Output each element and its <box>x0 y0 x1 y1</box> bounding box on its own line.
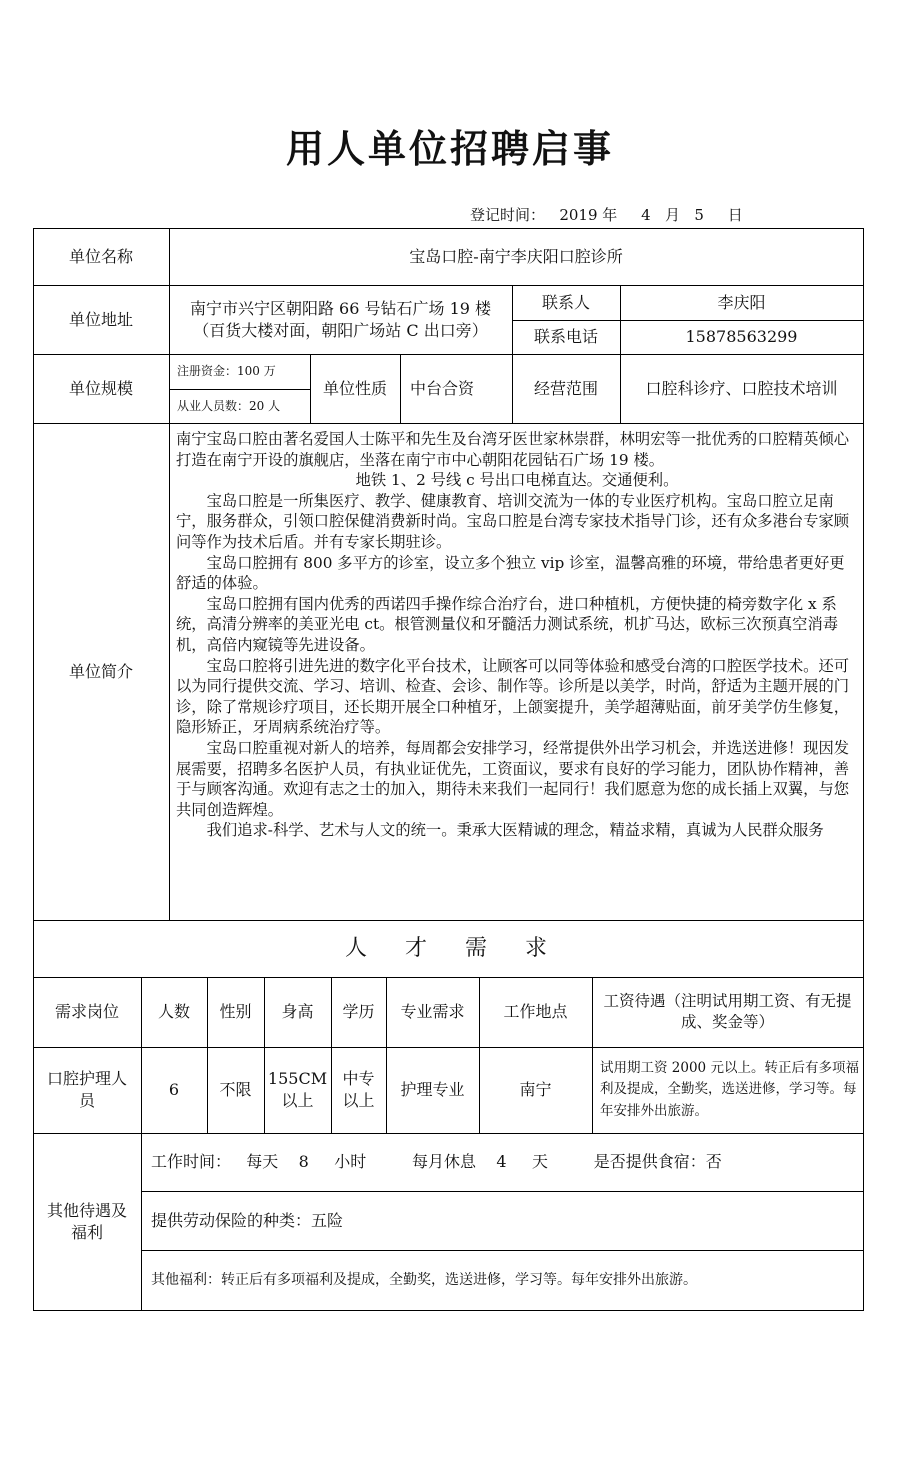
contact-label: 联系人 <box>541 292 590 312</box>
company-name: 宝岛口腔-南宁李庆阳口腔诊所 <box>409 246 623 266</box>
header-position: 需求岗位 <box>54 1002 119 1022</box>
company-name-label: 单位名称 <box>68 246 133 266</box>
scope-label: 经营范围 <box>533 378 598 398</box>
intro-paragraph: 宝岛口腔拥有国内优秀的西诺四手操作综合治疗台，进口种植机，方便快捷的椅旁数字化 x 系统，高清分辨率的美亚光电 ct。根管测量仪和牙髓活力测试系统，机扩马达，欧标三次预真空消毒机，高倍内窥镜等先进设备。 <box>176 594 839 654</box>
other-benefits: 其他福利：转正后有多项福利及提成，全勤奖，选送进修，学习等。每年安排外出旅游。 <box>151 1271 697 1288</box>
registered-capital: 注册资金：100 万 <box>177 364 276 379</box>
row-location: 南宁 <box>519 1080 552 1100</box>
work-time: 工作时间： 每天 8 小时 每月休息 4 天 是否提供食宿：否 <box>151 1152 722 1172</box>
row-count: 6 <box>168 1080 180 1100</box>
header-salary: 工资待遇（注明试用期工资、有无提成、奖金等） <box>603 992 852 1031</box>
row-education: 中专以上 <box>342 1069 375 1110</box>
row-gender: 不限 <box>219 1080 252 1100</box>
phone-label: 联系电话 <box>533 327 598 347</box>
scale-label: 单位规模 <box>68 378 133 398</box>
registration-date: 登记时间： 2019 年 4 月 5 日 <box>470 206 743 224</box>
row-position: 口腔护理人员 <box>46 1069 127 1110</box>
header-gender: 性别 <box>219 1002 252 1022</box>
phone-number: 15878563299 <box>685 327 798 347</box>
benefits-label: 其他待遇及福利 <box>46 1200 127 1242</box>
header-height: 身高 <box>281 1002 314 1022</box>
intro-paragraph: 地铁 1、2 号线 c 号出口电梯直达。交通便利。 <box>355 471 679 490</box>
company-intro <box>176 429 858 841</box>
header-location: 工作地点 <box>503 1002 568 1022</box>
staff-count: 从业人员数：20 人 <box>177 398 281 413</box>
address-label: 单位地址 <box>68 309 133 329</box>
company-nature: 中台合资 <box>410 378 475 398</box>
company-address: 南宁市兴宁区朝阳路 66 号钻石广场 19 楼 （百货大楼对面，朝阳广场站 C 出口旁） <box>189 298 492 340</box>
row-major: 护理专业 <box>400 1080 465 1100</box>
intro-label: 单位简介 <box>68 661 133 681</box>
talent-banner: 人才需求 <box>344 935 585 961</box>
header-education: 学历 <box>342 1002 375 1022</box>
insurance: 提供劳动保险的种类：五险 <box>151 1210 344 1230</box>
row-height: 155CM 以上 <box>267 1069 328 1110</box>
contact-person: 李庆阳 <box>717 292 766 312</box>
intro-paragraph: 宝岛口腔将引进先进的数字化平台技术，让顾客可以同等体验和感受台湾的口腔医学技术。还可以为同行提供交流、学习、培训、检查、会诊、制作等。诊所是以美学，时尚，舒适为主题开展的门诊，除了常规诊疗项目，还长期开展全口种植牙，上颌窦提升，美学超薄贴面，前牙美学仿生修复，隐形矫正，牙周病系统治疗等。 <box>176 656 850 737</box>
intro-paragraph: 我们追求-科学、艺术与人文的统一。秉承大医精诚的理念，精益求精，真诚为人民群众服务 <box>206 821 824 840</box>
header-major: 专业需求 <box>400 1002 465 1022</box>
page-title: 用人单位招聘启事 <box>285 127 614 171</box>
nature-label: 单位性质 <box>322 378 387 398</box>
header-count: 人数 <box>157 1002 190 1022</box>
intro-paragraph: 宝岛口腔是一所集医疗、教学、健康教育、培训交流为一体的专业医疗机构。宝岛口腔立足南宁，服务群众，引领口腔保健消费新时尚。宝岛口腔是台湾专家技术指导门诊，还有众多港台专家顾问等作为技术后盾。并有专家长期驻诊。 <box>176 491 850 551</box>
intro-paragraph: 宝岛口腔重视对新人的培养，每周都会安排学习，经常提供外出学习机会，并选送进修！现因发展需要，招聘多名医护人员，有执业证优先，工资面议，要求有良好的学习能力，团队协作精神，善于与顾客沟通。欢迎有志之士的加入，期待未来我们一起同行！我们愿意为您的成长插上双翼，与您共同创造辉煌。 <box>176 738 850 819</box>
business-scope: 口腔科诊疗、口腔技术培训 <box>645 378 838 398</box>
intro-paragraph: 南宁宝岛口腔由著名爱国人士陈平和先生及台湾牙医世家林崇群，林明宏等一批优秀的口腔精英倾心打造在南宁开设的旗舰店，坐落在南宁市中心朝阳花园钻石广场 19 楼。 <box>176 430 850 469</box>
intro-paragraph: 宝岛口腔拥有 800 多平方的诊室，设立多个独立 vip 诊室，温馨高雅的环境，带给患者更好更舒适的体验。 <box>176 553 845 593</box>
row-salary: 试用期工资 2000 元以上。转正后有多项福利及提成，全勤奖，选送进修，学习等。每年安排外出旅游。 <box>600 1059 859 1119</box>
